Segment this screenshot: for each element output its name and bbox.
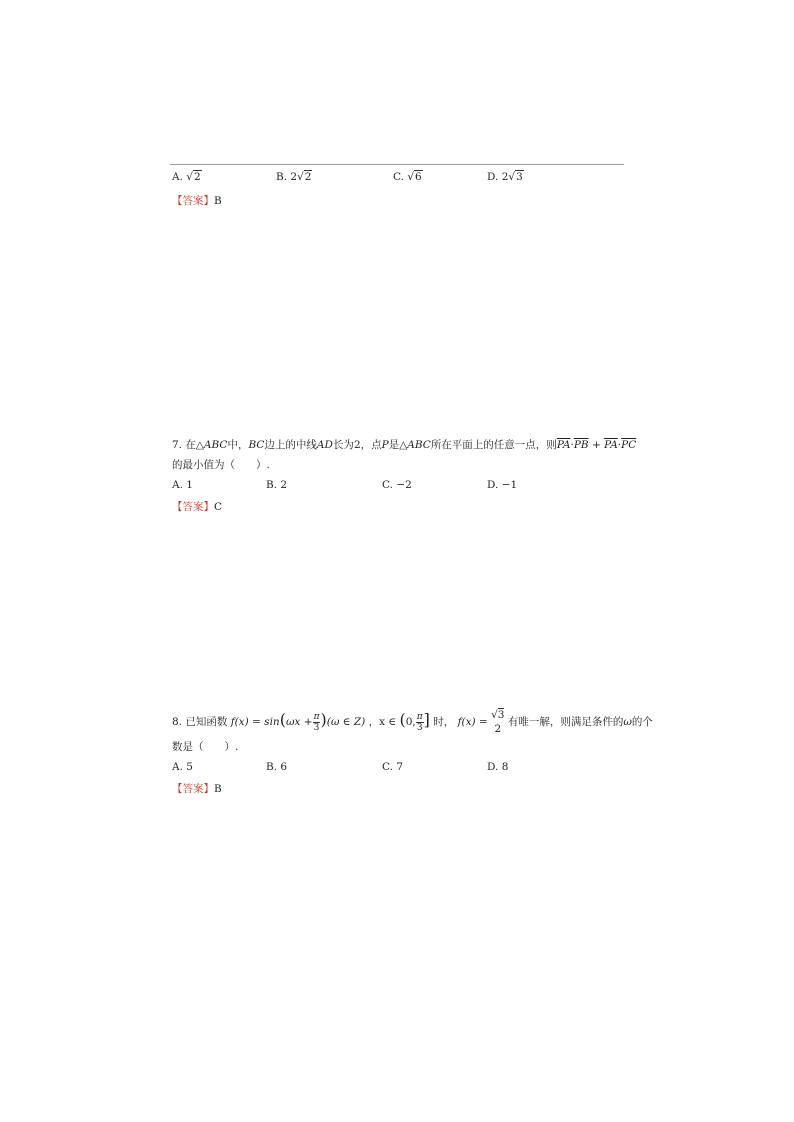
radicand: 3 (497, 709, 505, 721)
right-bracket: ] (423, 710, 430, 729)
triangle-symbol: △ABC (399, 439, 431, 451)
segment-symbol: AD (316, 439, 333, 451)
top-rule (170, 164, 624, 165)
option-letter: A. (172, 761, 183, 773)
q8-option-d (487, 760, 508, 774)
option-letter: C. (382, 479, 393, 491)
option-letter: C. (393, 171, 404, 183)
q7-stem-line2: 的最小值为（ ）. (172, 459, 270, 471)
option-letter: D. (487, 171, 499, 183)
left-bracket: ( (399, 710, 406, 729)
answer-tag: 【答案】 (172, 195, 214, 207)
q7-answer (172, 500, 222, 514)
option-value: 8 (501, 761, 509, 773)
q6-option-b (276, 170, 312, 184)
q8-answer (172, 782, 222, 796)
option-letter: B. (266, 479, 278, 491)
stem-text: ，点 (360, 439, 382, 451)
stem-text: 中， (227, 439, 249, 451)
answer-value: B (214, 195, 222, 207)
left-paren: ( (279, 710, 286, 729)
answer-tag: 【答案】 (172, 501, 214, 513)
sqrt-expression: √2 (186, 171, 201, 183)
omega-symbol: ω (623, 716, 632, 728)
argument-expression: ωx + (285, 716, 313, 728)
sqrt-expression: √2 (297, 171, 312, 183)
number: 2 (353, 439, 361, 451)
stem-text: 7. 在 (172, 439, 196, 451)
stem-text: 是 (388, 439, 400, 451)
segment-symbol: BC (248, 439, 265, 451)
stem-text: 长为 (332, 439, 354, 451)
numerator: √3 (491, 709, 505, 721)
option-value: −2 (396, 479, 412, 491)
q6-option-c (393, 170, 423, 184)
option-letter: B. (276, 171, 288, 183)
function-expression: f(x) = (457, 716, 488, 728)
q8-stem-line2: 数是（ ）. (172, 741, 239, 753)
coefficient: 2 (501, 171, 509, 183)
radicand: 6 (415, 171, 422, 183)
denominator: 2 (494, 723, 502, 735)
q8-option-b (266, 760, 287, 774)
q8-stem-line1 (172, 708, 653, 736)
sqrt-expression: √6 (407, 171, 422, 183)
option-letter: B. (266, 761, 278, 773)
vector-symbol: $\overline{PA}$ (604, 439, 618, 451)
option-value: 5 (186, 761, 193, 773)
option-letter: A. (172, 171, 183, 183)
vector-symbol: $\overline{PB}$ (573, 439, 589, 451)
stem-text: 有唯一解，则满足条件的 (507, 716, 624, 728)
q6-option-a (172, 170, 202, 184)
coefficient: 2 (290, 171, 298, 183)
option-letter: D. (487, 479, 499, 491)
condition-expression: (ω ∈ Z) (326, 716, 366, 728)
q6-answer (172, 194, 222, 208)
option-letter: A. (172, 479, 183, 491)
q7-stem-line1 (172, 438, 636, 452)
stem-text: 8. 已知函数 (172, 716, 228, 728)
right-paren: ) (320, 710, 327, 729)
option-value: −1 (501, 479, 518, 491)
vector-symbol: $\overline{PC}$ (621, 439, 637, 451)
q7-option-d (487, 478, 517, 492)
answer-value: B (214, 783, 222, 795)
option-letter: C. (382, 761, 393, 773)
stem-text: 时， (433, 716, 455, 728)
triangle-symbol: △ABC (195, 439, 228, 451)
numerator: π (313, 711, 320, 722)
option-value: 2 (280, 479, 288, 491)
q8-option-a (172, 760, 193, 774)
stem-text: ，x ∈ (368, 716, 397, 728)
radicand: 2 (193, 171, 201, 183)
operator: · (570, 439, 574, 451)
denominator: 3 (313, 722, 320, 733)
stem-text: 的个 (631, 716, 653, 728)
stem-text: 所在平面上的任意一点，则 (430, 439, 557, 451)
option-value: 1 (186, 479, 193, 491)
denominator: 3 (416, 722, 423, 733)
pi-over-3-fraction (416, 712, 424, 733)
numerator: π (416, 711, 423, 722)
option-letter: D. (487, 761, 499, 773)
option-value: 7 (396, 761, 404, 773)
option-value: 6 (280, 761, 288, 773)
q7-option-b (266, 478, 287, 492)
point-symbol: P (381, 439, 389, 451)
q7-option-c (382, 478, 412, 492)
stem-text: 边上的中线 (264, 439, 317, 451)
answer-value: C (214, 501, 223, 513)
operator: · (617, 439, 622, 451)
q6-option-d (487, 170, 524, 184)
radicand: 3 (516, 171, 523, 183)
function-expression: f(x) = sin (230, 716, 280, 728)
q7-option-a (172, 478, 193, 492)
radicand: 2 (304, 171, 312, 183)
operator: + (588, 439, 605, 451)
vector-symbol: $\overline{PA}$ (556, 439, 571, 451)
sqrt-expression: √3 (508, 171, 523, 183)
q8-option-c (382, 760, 403, 774)
sqrt3-over-2-fraction (491, 708, 504, 736)
answer-tag: 【答案】 (172, 783, 214, 795)
interval-lower: 0, (405, 716, 416, 728)
